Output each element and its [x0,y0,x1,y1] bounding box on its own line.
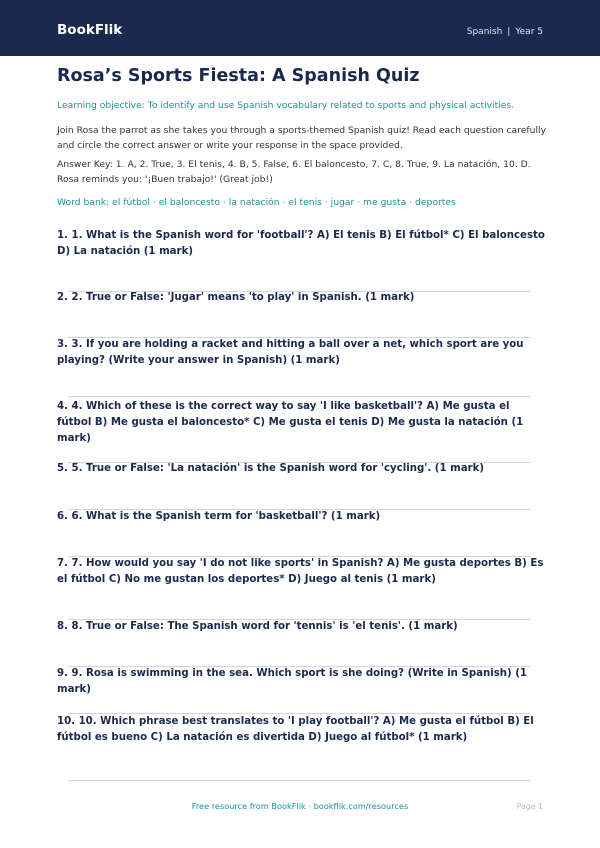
word-bank: Word bank: el fútbol · el baloncesto · la natación · el tenis · jugar · me gusta · deportes [57,197,456,208]
question-5: 5. 5. True or False: 'La natación' is the Spanish word for 'cycling'. (1 mark) [57,463,485,474]
year-label: Year 5 [515,27,543,37]
question-2: 2. 2. True or False: 'Jugar' means 'to play' in Spanish. (1 mark) [57,292,415,303]
page-number: Page 1 [516,802,543,811]
brand-logo: BookFlik [57,22,123,38]
question-8: 8. 8. True or False: The Spanish word for 'tennis' is 'el tenis'. (1 mark) [57,621,458,632]
question-9: 9. 9. Rosa is swimming in the sea. Which sport is she doing? (Write in Spanish) (1 mark) [57,668,527,695]
answer-line-3[interactable] [68,396,531,397]
separator: | [507,27,511,37]
learning-objective: Learning objective: To identify and use Spanish vocabulary related to sports and physical activities. [57,100,515,111]
page-header [0,0,600,56]
question-4: 4. 4. Which of these is the correct way to say 'I like basketball'? A) Me gusta el fútbol B) Me gusta el baloncesto* C) Me gusta el tenis D) Me gusta la natación (1 mark) [57,401,524,444]
question-3: 3. 3. If you are holding a racket and hitting a ball over a net, which sport are you playing? (Write your answer in Spanish) (1 mark) [57,339,524,366]
subject-label: Spanish [466,27,503,37]
answer-key: Answer Key: 1. A, 2. True, 3. El tenis, 4. B, 5. False, 6. El baloncesto, 7. C, 8. True, 9. La natación, 10. D. Rosa reminds you: '¡Buen trabajo!' (Great job!) [57,159,531,185]
footer-resource-link[interactable]: Free resource from BookFlik · bookflik.com/resources [191,801,409,811]
question-7: 7. 7. How would you say 'I do not like sports' in Spanish? A) Me gusta deportes B) Es el fútbol C) No me gustan los deportes* D) Juego al tenis (1 mark) [57,558,544,585]
intro-text: Join Rosa the parrot as she takes you through a sports-themed Spanish quiz! Read each question carefully and circle the correct answer or write your response in the space provided. [57,125,547,151]
question-1: 1. 1. What is the Spanish word for 'football'? A) El tenis B) El fútbol* C) El baloncesto D) La natación (1 mark) [57,230,545,257]
footer-divider [68,780,531,781]
subject-year [467,27,543,37]
page-title: Rosa’s Sports Fiesta: A Spanish Quiz [57,66,420,86]
question-6: 6. 6. What is the Spanish term for 'basketball'? (1 mark) [57,511,381,522]
question-10: 10. 10. Which phrase best translates to 'I play football'? A) Me gusta el fútbol B) El fútbol es bueno C) La natación es divertida D) Juego al fútbol* (1 mark) [57,716,534,743]
